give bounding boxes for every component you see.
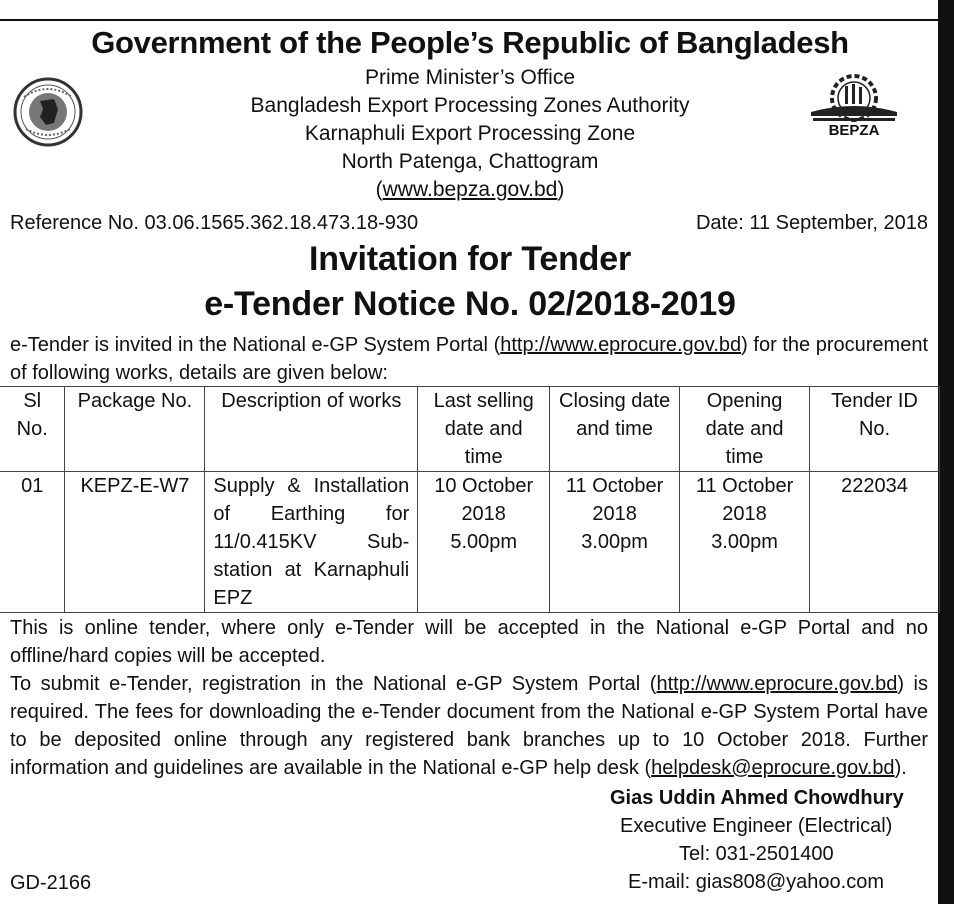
government-title: Government of the People’s Republic of Bangladesh — [91, 25, 849, 60]
table-header-row — [0, 387, 940, 472]
footer-code: GD-2166 — [10, 872, 92, 894]
zone-line: Karnaphuli Export Processing Zone — [304, 122, 636, 145]
col-header-sl: Sl No. — [0, 387, 65, 472]
notice-number: e-Tender Notice No. 02/2018-2019 — [204, 285, 736, 323]
reference-number: Reference No. 03.06.1565.362.18.473.18-930 — [10, 212, 419, 234]
cell-closing: 11 October 2018 3.00pm — [550, 472, 680, 613]
right-border — [938, 0, 954, 904]
col-header-opening: Opening date and time — [680, 387, 810, 472]
col-header-package: Package No. — [65, 387, 205, 472]
signatory-name: Gias Uddin Ahmed Chowdhury — [610, 787, 904, 809]
col-header-tender-id: Tender ID No. — [810, 387, 940, 472]
col-header-last-selling: Last selling date and time — [418, 387, 550, 472]
invitation-heading: Invitation for Tender — [309, 240, 631, 278]
bepza-logo-text: BEPZA — [828, 122, 880, 138]
cell-tender-id: 222034 — [810, 472, 940, 613]
col-header-description: Description of works — [205, 387, 418, 472]
notice-date: Date: 11 September, 2018 — [695, 212, 928, 234]
signatory-telephone: Tel: 031-2501400 — [679, 843, 834, 865]
ministry-line: Prime Minister’s Office — [364, 66, 576, 89]
website-link[interactable]: www.bepza.gov.bd — [382, 178, 558, 201]
registration-note: To submit e-Tender, registration in the National e-GP System Portal (http://www.eprocure.gov.bd) is required. The fees for downloading the e-Tender document from the National e-GP System Portal have to be deposited online through any registered bank branches up to 10 October 2018. Further information and guidelines are available in the National e-GP help desk (helpdesk@eprocure.gov.bd). — [10, 673, 928, 779]
online-tender-note: This is online tender, where only e-Tender will be accepted in the National e-GP Portal and no offline/hard copies will be accepted. — [10, 617, 928, 667]
cell-opening: 11 October 2018 3.00pm — [680, 472, 810, 613]
cell-description: Supply & Installation of Earthing for 11/0.415KV Sub-station at Karnaphuli EPZ — [205, 472, 418, 613]
address-line: North Patenga, Chattogram — [341, 150, 599, 173]
helpdesk-email-link[interactable]: helpdesk@eprocure.gov.bd — [651, 757, 895, 779]
eprocure-link-2[interactable]: http://www.eprocure.gov.bd — [656, 673, 898, 695]
top-border — [0, 19, 940, 21]
intro-paragraph: e-Tender is invited in the National e-GP System Portal (http://www.eprocure.gov.bd) for the procurement of following works, details are given below: — [10, 334, 929, 384]
tender-table — [0, 386, 940, 613]
table-row — [0, 472, 940, 613]
cell-sl: 01 — [0, 472, 65, 613]
bepza-logo — [809, 72, 899, 138]
cell-package: KEPZ-E-W7 — [65, 472, 205, 613]
signatory-email: E-mail: gias808@yahoo.com — [628, 871, 884, 893]
signatory-designation: Executive Engineer (Electrical) — [620, 815, 893, 837]
authority-line: Bangladesh Export Processing Zones Authority — [250, 94, 690, 117]
col-header-closing: Closing date and time — [550, 387, 680, 472]
eprocure-link[interactable]: http://www.eprocure.gov.bd — [500, 334, 742, 356]
cell-last-selling: 10 October 2018 5.00pm — [418, 472, 550, 613]
website-line: (www.bepza.gov.bd) — [375, 178, 565, 201]
